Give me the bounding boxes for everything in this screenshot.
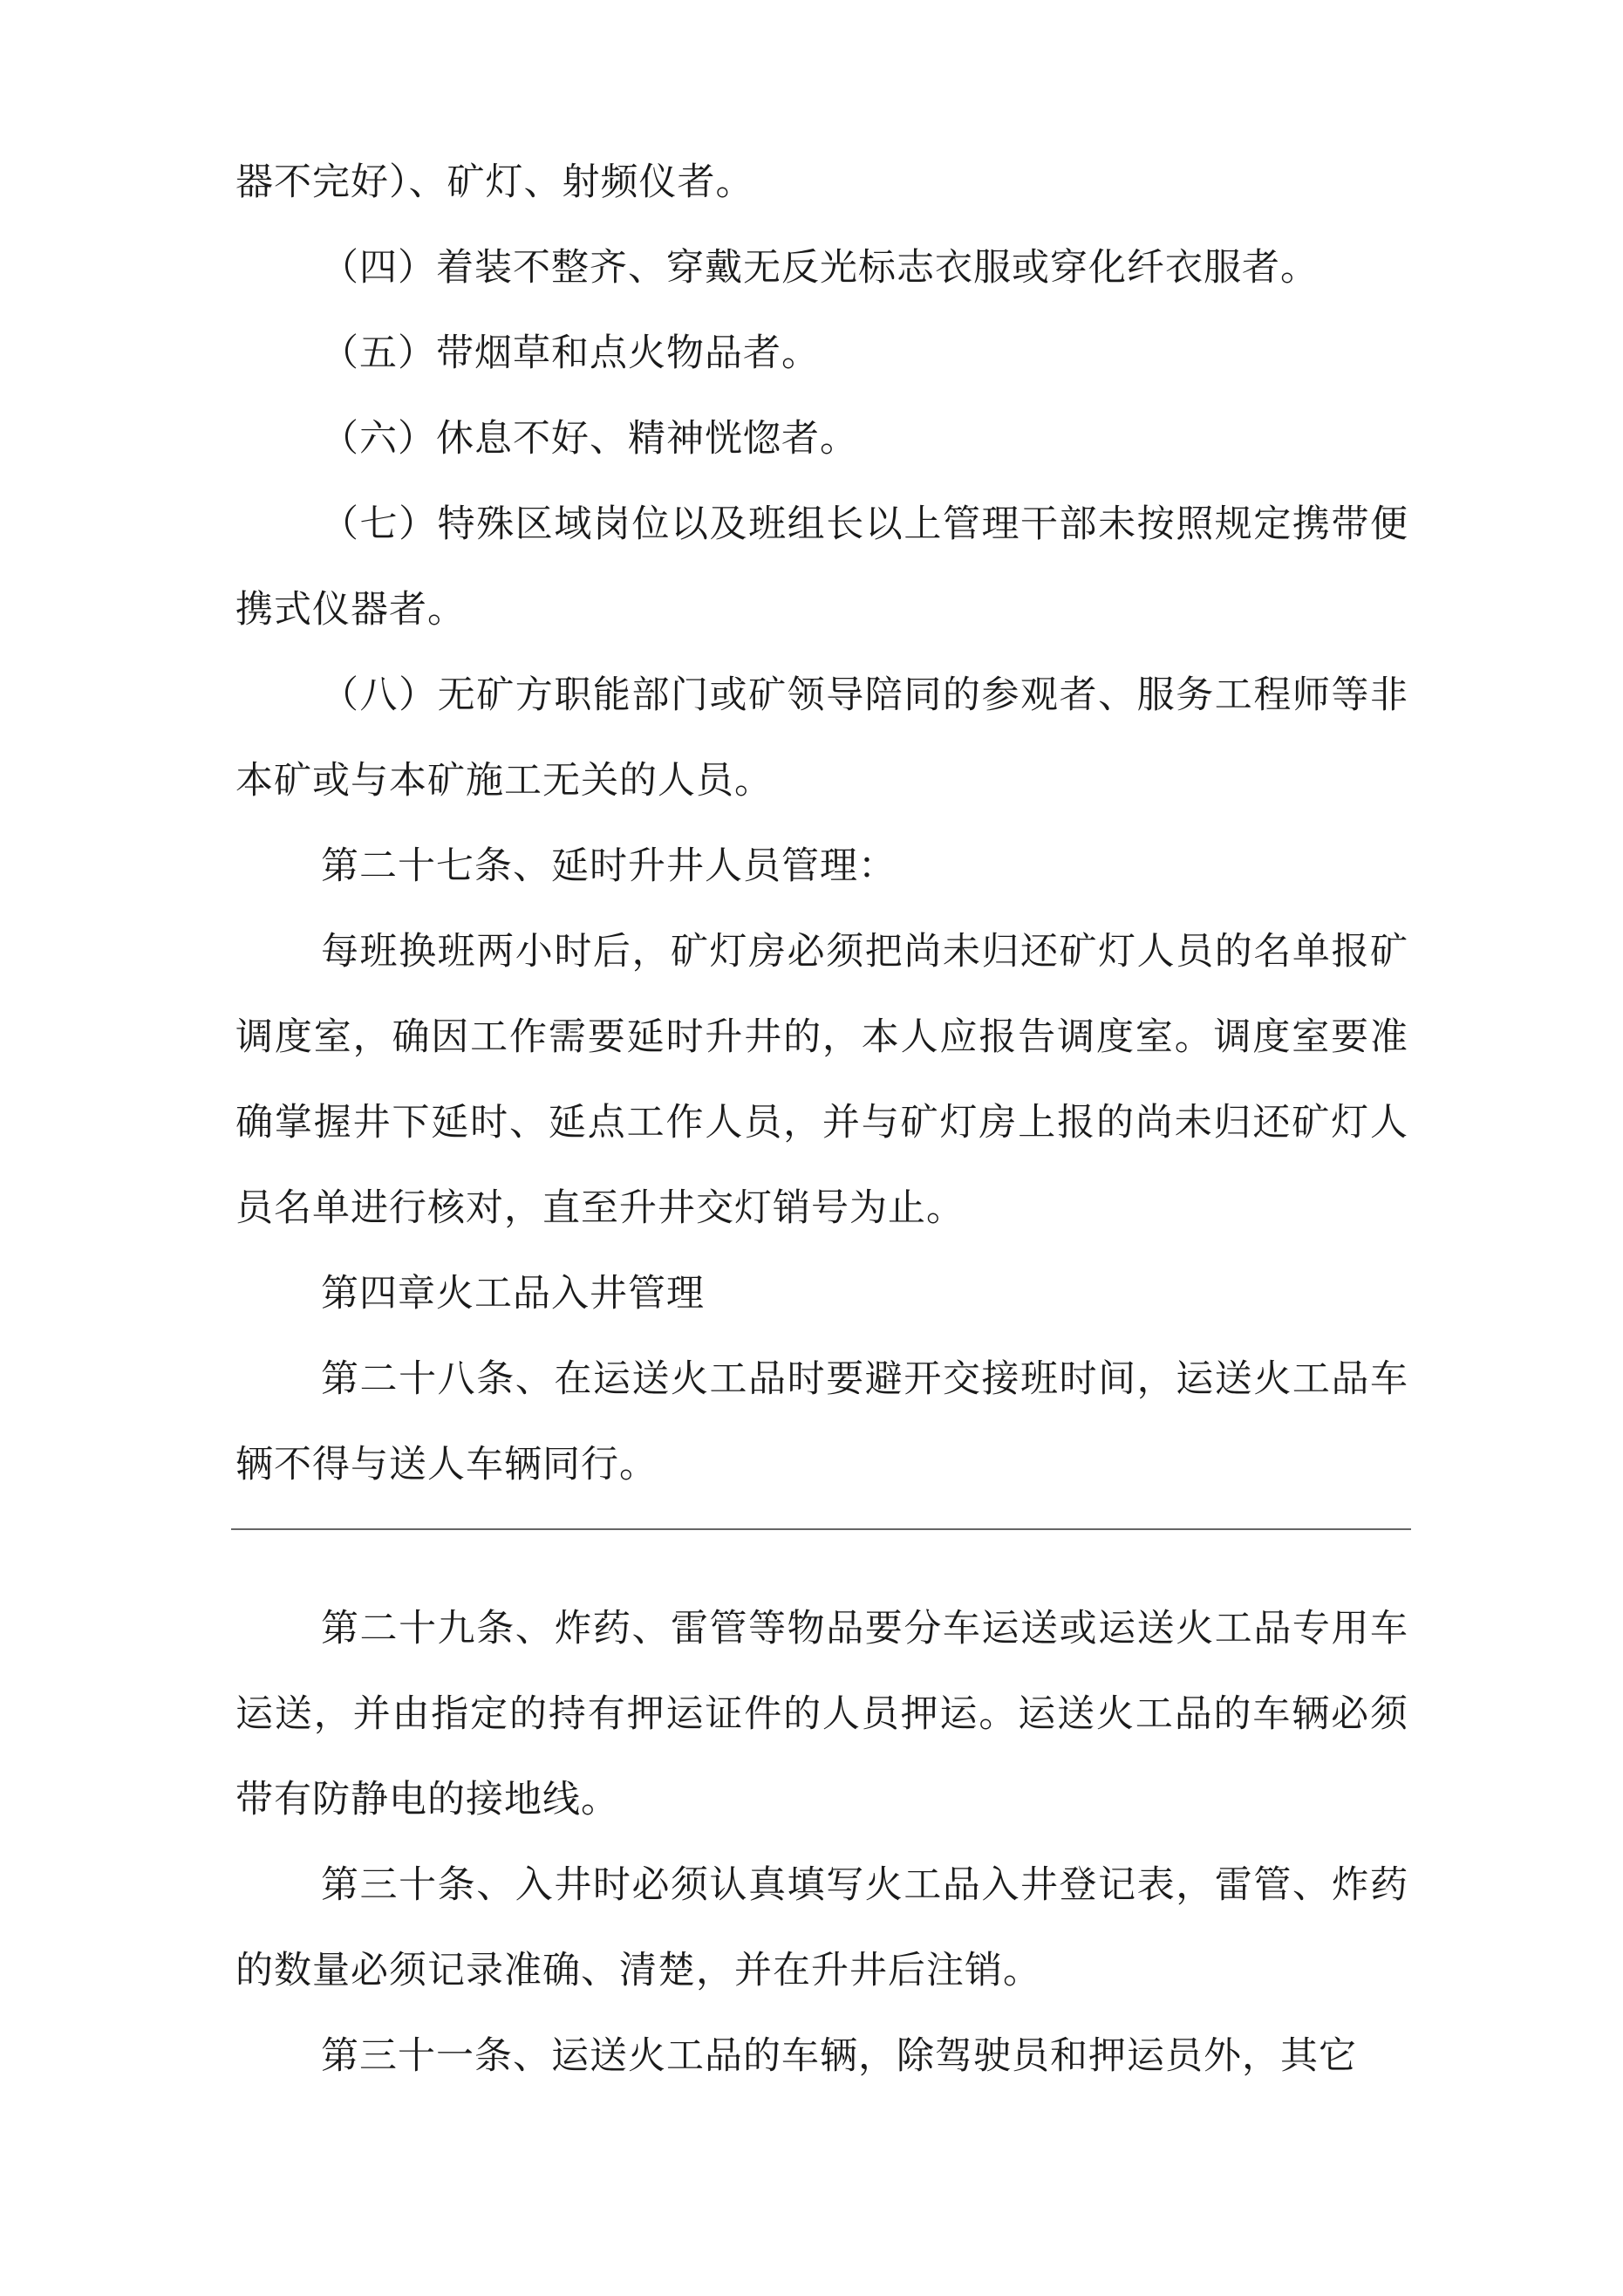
paragraph-item-7: （七）特殊区域岗位以及班组长以上管理干部未按照规定携带便携式仪器者。 [235,502,1408,632]
paragraph-item-6: （六）休息不好、精神恍惚者。 [321,417,858,461]
paragraph-item-4: （四）着装不整齐、穿戴无反光标志衣服或穿化纤衣服者。 [321,246,1319,290]
article-31: 第三十一条、运送火工品的车辆，除驾驶员和押运员外，其它 [321,2034,1357,2078]
paragraph-item-5: （五）带烟草和点火物品者。 [321,331,820,375]
article-29: 第二十九条、炸药、雷管等物品要分车运送或运送火工品专用车运送，并由指定的持有押运证件的人员押运。运送火工品的车辆必须带有防静电的接地线。 [235,1607,1408,1821]
article-27-body: 每班换班两小时后，矿灯房必须把尚未归还矿灯人员的名单报矿调度室，确因工作需要延时升井的，本人应报告调度室。调度室要准确掌握井下延时、延点工作人员，并与矿灯房上报的尚未归还矿灯人员名单进行核对，直至升井交灯销号为止。 [235,930,1408,1230]
article-28: 第二十八条、在运送火工品时要避开交接班时间，运送火工品车辆不得与送人车辆同行。 [235,1357,1408,1486]
paragraph-item-8: （八）无矿方职能部门或矿领导陪同的参观者、服务工程师等非本矿或与本矿施工无关的人员。 [235,673,1408,803]
chapter-4-heading: 第四章火工品入井管理 [321,1272,705,1315]
paragraph-continuation: 器不完好）、矿灯、射频仪者。 [235,161,754,204]
article-27-heading: 第二十七条、延时升井人员管理： [321,844,897,888]
article-30: 第三十条、入井时必须认真填写火工品入井登记表，雷管、炸药的数量必须记录准确、清楚，并在升井后注销。 [235,1863,1408,1992]
page-divider [231,1528,1411,1530]
